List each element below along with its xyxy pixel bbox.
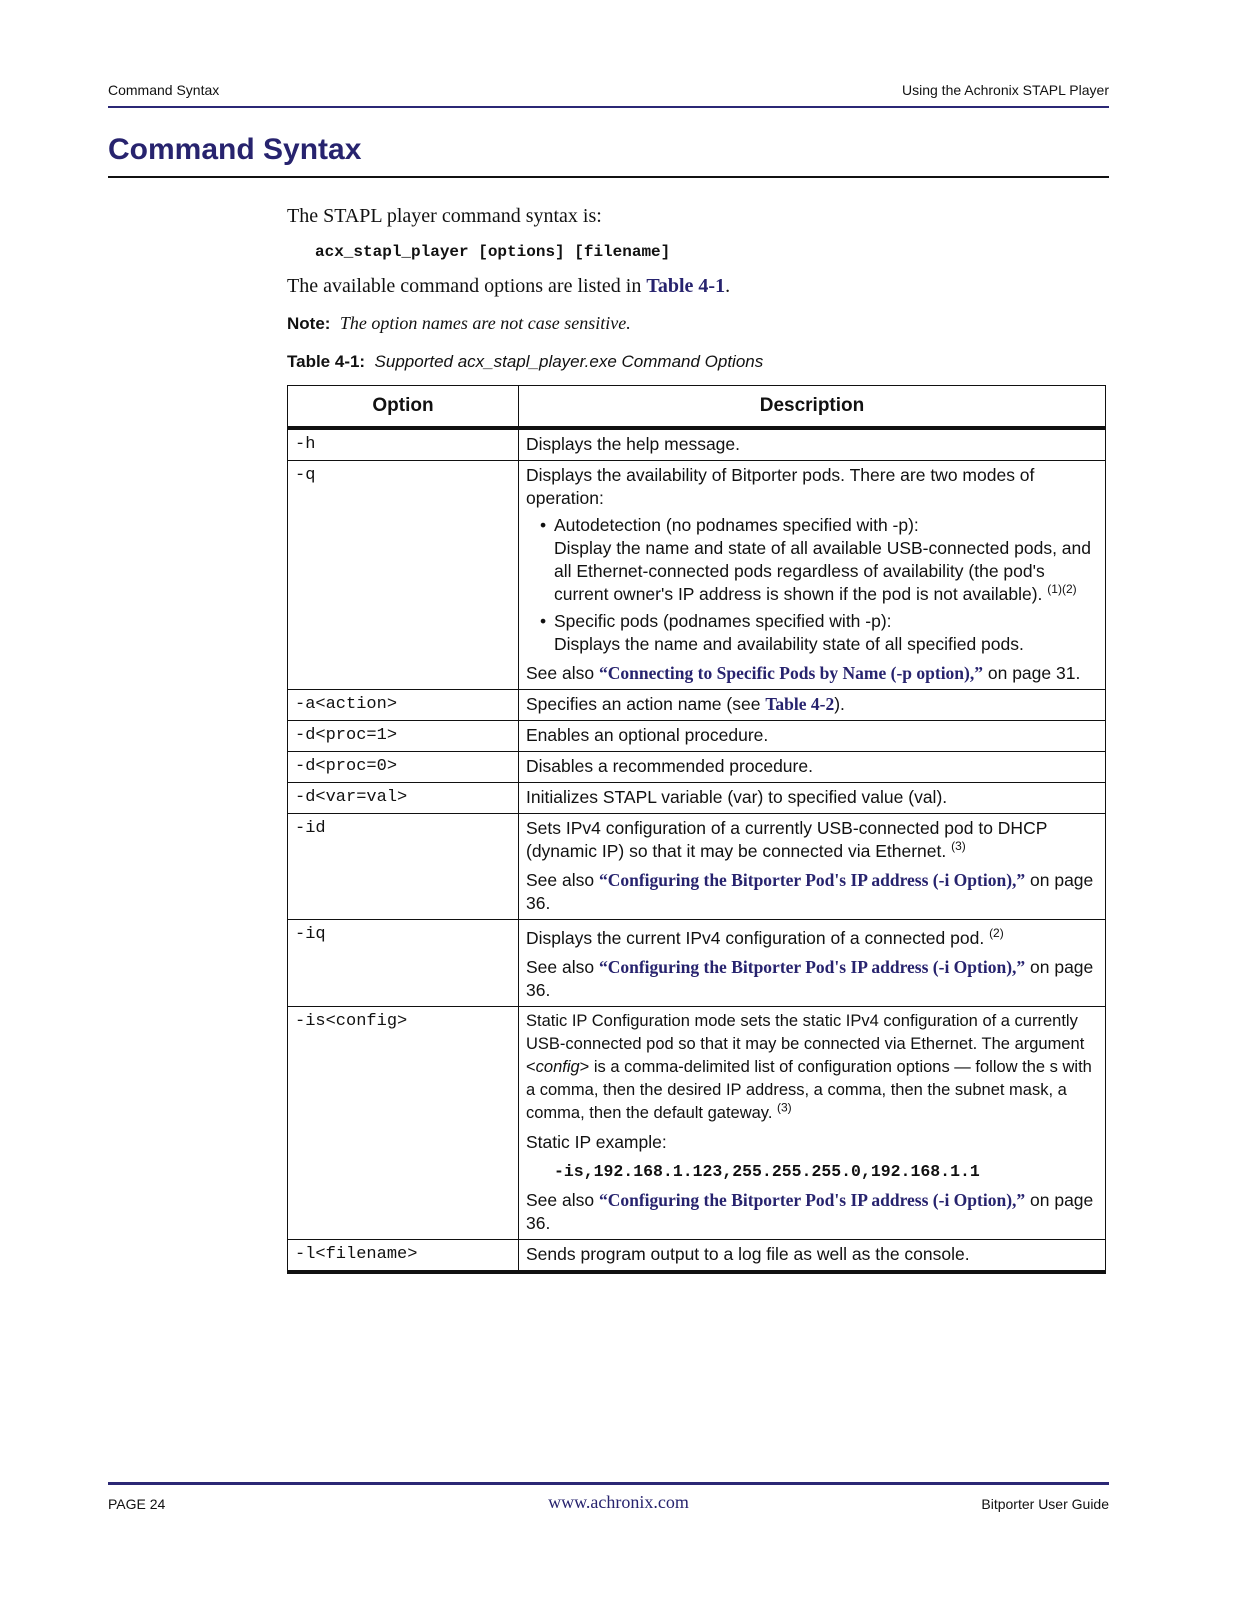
description-cell: Displays the help message.: [519, 428, 1106, 461]
table-row: [288, 752, 1106, 783]
description-cell: Sets IPv4 configuration of a currently USB-connected pod to DHCP (dynamic IP) so that it may be connected via Ethernet. $^{(3)}$ See also “Configuring the Bitporter Pod's IP address (-i Option),” on page 36.: [519, 814, 1106, 920]
option-cell: -id: [288, 814, 519, 920]
page-number: PAGE 24: [108, 1496, 166, 1512]
command-options-table: [287, 385, 1106, 1274]
intro-text: The STAPL player command syntax is:: [287, 205, 602, 227]
table-row: [288, 721, 1106, 752]
note-text: The option names are not case sensitive.: [339, 313, 631, 333]
column-header-option: Option: [288, 386, 519, 429]
running-header-left: Command Syntax: [108, 82, 220, 98]
command-syntax: acx_stapl_player [options] [filename]: [315, 243, 671, 261]
option-cell: -is<config>: [288, 1007, 519, 1240]
table-row: [288, 690, 1106, 721]
option-cell: -h: [288, 428, 519, 461]
see-also: See also “Configuring the Bitporter Pod's IP address (-i Option),” on page 36.: [526, 870, 1094, 913]
description-cell: Initializes STAPL variable (var) to specified value (val).: [519, 783, 1106, 814]
option-cell: -l<filename>: [288, 1240, 519, 1273]
available-options-text: The available command options are listed in Table 4-1.: [287, 275, 731, 297]
column-header-description: Description: [519, 386, 1106, 429]
description-cell: Sends program output to a log file as well as the console.: [519, 1240, 1106, 1273]
running-header-right: Using the Achronix STAPL Player: [902, 82, 1109, 98]
note-label: Note:: [287, 314, 331, 333]
section-body: [287, 205, 1109, 1274]
footnote-ref: (2): [989, 926, 1004, 941]
cross-reference-link[interactable]: “Configuring the Bitporter Pod's IP address (-i Option),”: [598, 1190, 1026, 1210]
table-row: [288, 428, 1106, 461]
table-4-2-link[interactable]: Table 4-2: [765, 694, 835, 714]
list-item: • Specific pods (podnames specified with -p): Displays the name and availability state of all specified pods.: [554, 610, 1098, 656]
description-cell: Static IP Configuration mode sets the static IPv4 configuration of a currently USB-connected pod so that it may be connected via Ethernet. The argument <config> is a comma-delimited list of configuration options — follow the s with a comma, then the desired IP address, a comma, then the subnet mask, a comma, then the default gateway. $^{(3)}$ Static IP example: -is,192.168.1.123,255.255.255.0,192.168.1.1 See also “Configuring the Bitporter Pod's IP address (-i Option),” on page 36.: [519, 1007, 1106, 1240]
footnote-ref: (1)(2): [1047, 582, 1077, 597]
description-cell: Displays the current IPv4 configuration of a connected pod. $^{(2)}$ See also “Configuring the Bitporter Pod's IP address (-i Option),” on page 36.: [519, 920, 1106, 1007]
description-cell: Enables an optional procedure.: [519, 721, 1106, 752]
mode-list: [526, 514, 1098, 656]
description-cell: Disables a recommended procedure.: [519, 752, 1106, 783]
table-row: [288, 920, 1106, 1007]
see-also: See also “Connecting to Specific Pods by Name (-p option),” on page 31.: [526, 663, 1081, 683]
option-cell: -d<var=val>: [288, 783, 519, 814]
note: [287, 313, 1109, 334]
table-row: [288, 783, 1106, 814]
example-label: Static IP example:: [526, 1132, 667, 1152]
cross-reference-link[interactable]: “Configuring the Bitporter Pod's IP address (-i Option),”: [598, 870, 1026, 890]
option-cell: -iq: [288, 920, 519, 1007]
list-item: • Autodetection (no podnames specified with -p): Display the name and state of all available USB-connected pods, and all Ethernet-connected pods regardless of availability (the pod's current owner's IP address is shown if the pod is not available). $^{(1)(2)}$: [554, 514, 1098, 606]
cross-reference-link[interactable]: “Connecting to Specific Pods by Name (-p option),”: [598, 663, 983, 683]
footnote-ref: (3): [951, 839, 966, 854]
document-title: Bitporter User Guide: [981, 1496, 1109, 1512]
option-cell: -d<proc=1>: [288, 721, 519, 752]
example-command: -is,192.168.1.123,255.255.255.0,192.168.1.1: [554, 1162, 980, 1181]
table-row: [288, 814, 1106, 920]
table-row: [288, 1007, 1106, 1240]
cross-reference-link[interactable]: “Configuring the Bitporter Pod's IP address (-i Option),”: [598, 957, 1026, 977]
table-row: [288, 461, 1106, 690]
table-row: [288, 1240, 1106, 1273]
option-cell: -d<proc=0>: [288, 752, 519, 783]
footer-rule: [108, 1482, 1109, 1485]
description-cell: Specifies an action name (see Table 4-2).: [519, 690, 1106, 721]
description-cell: Displays the availability of Bitporter pods. There are two modes of operation: • Autodetection (no podnames specified with -p): Display the name and state of all available USB-connected pods, and all Ethernet-connected pods regardless of availability (the pod's current owner's IP address is shown if the pod is not available). $^{(1)(2)}$ • Specific pods (podnames specified with -p): Displays the name and availability state of all specified pods. See also “Connecting to Specific Pods by Name (-p option),” on page 31.: [519, 461, 1106, 690]
caption-text: Supported acx_stapl_player.exe Command Options: [374, 352, 764, 371]
caption-label: Table 4-1:: [287, 352, 366, 371]
table-4-1-link[interactable]: Table 4-1: [646, 275, 726, 297]
footnote-ref: (3): [777, 1100, 792, 1115]
table-header-row: [288, 386, 1106, 429]
table-caption: [287, 352, 1109, 372]
option-cell: -a<action>: [288, 690, 519, 721]
header-rule: [108, 106, 1109, 108]
see-also: See also “Configuring the Bitporter Pod's IP address (-i Option),” on page 36.: [526, 1190, 1094, 1233]
title-rule: [108, 176, 1109, 178]
option-cell: -q: [288, 461, 519, 690]
website-link[interactable]: www.achronix.com: [548, 1492, 689, 1512]
section-title: Command Syntax: [108, 133, 362, 166]
see-also: See also “Configuring the Bitporter Pod's IP address (-i Option),” on page 36.: [526, 957, 1094, 1000]
